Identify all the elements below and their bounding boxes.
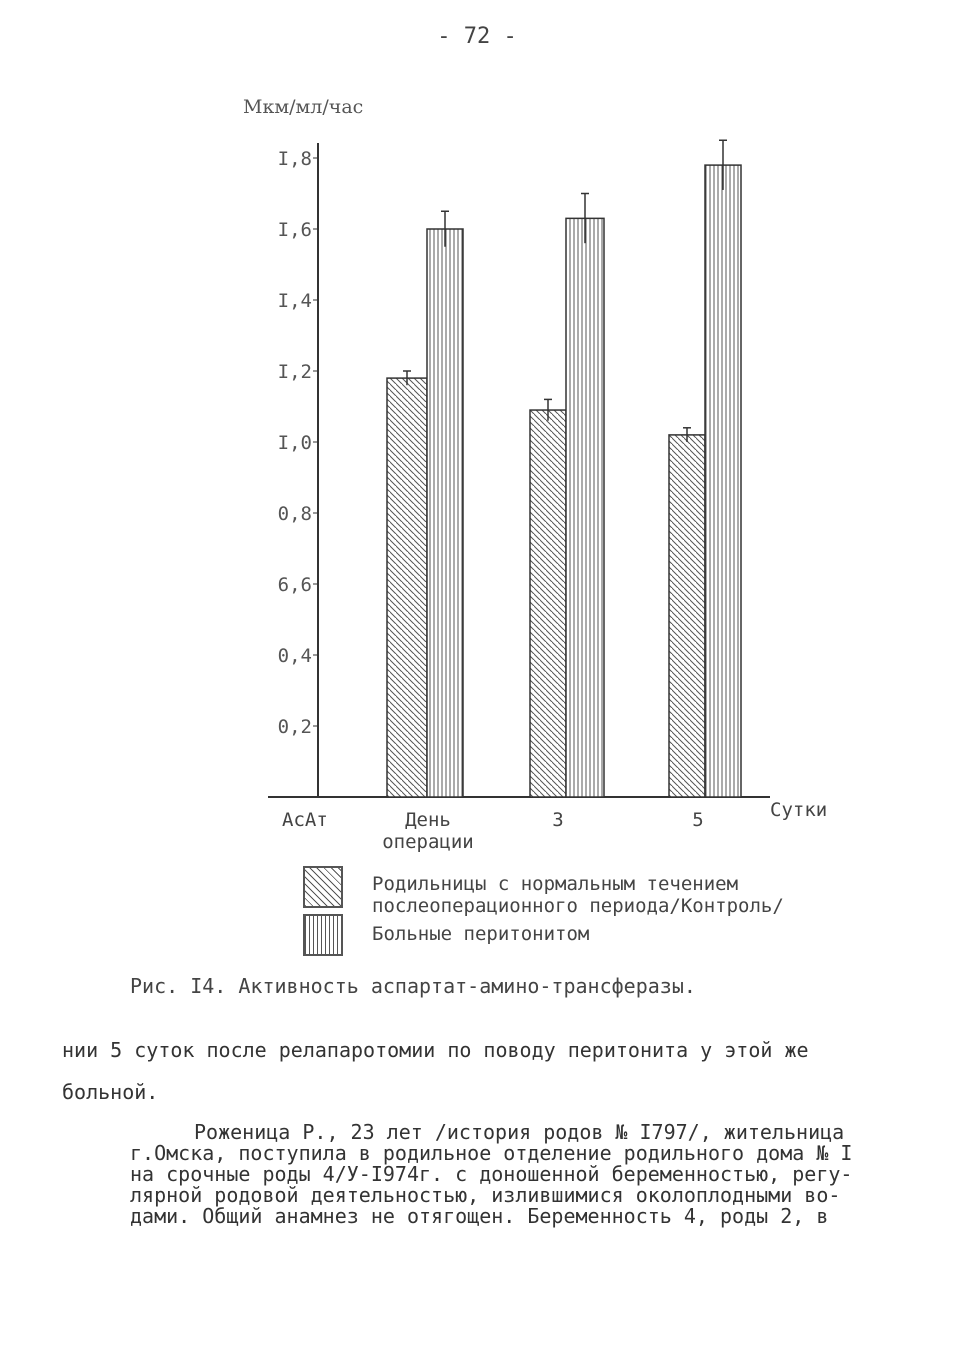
figure-caption: Рис. I4. Активность аспартат-амино-трансферазы. — [130, 974, 696, 998]
body-text-line: нии 5 суток после релапаротомии по поводу перитонита у этой же — [62, 1038, 809, 1062]
x-categories — [382, 809, 703, 853]
y-tick-label: I,0 — [277, 432, 312, 454]
y-tick-label: 0,2 — [277, 716, 312, 738]
y-axis-label: Мкм/мл/час — [243, 96, 364, 118]
bar-peritonitis — [705, 165, 741, 797]
body-text-line: больной. — [62, 1080, 159, 1104]
bar-peritonitis — [427, 229, 463, 797]
y-tick-label: I,2 — [277, 361, 312, 383]
paragraph-line: Роженица Р., 23 лет /история родов № I797/, жительница — [194, 1120, 845, 1144]
paragraph-line: лярной родовой деятельностью, излившимися околоплодными во- — [130, 1183, 841, 1207]
legend-entry-peritonitis — [372, 923, 589, 945]
legend-control-line1: Родильницы с нормальным течением — [372, 873, 739, 895]
bar-control — [530, 410, 566, 797]
bar-peritonitis — [566, 218, 604, 797]
y-tick-label: 6,6 — [277, 574, 312, 596]
y-tick-label: 0,8 — [277, 503, 312, 525]
y-tick-label: I,8 — [277, 148, 312, 170]
y-tick-label: I,4 — [277, 290, 312, 312]
legend-swatch-control — [303, 866, 343, 908]
legend-swatch-peritonitis — [303, 914, 343, 956]
y-ticks — [278, 148, 318, 738]
corner-label: АсАт — [282, 809, 328, 831]
legend-entry-control — [372, 873, 784, 917]
x-category-label: операции — [382, 831, 474, 853]
x-category-label: 5 — [692, 809, 704, 831]
y-tick-label: 0,4 — [277, 645, 312, 667]
page-number: - 72 - — [437, 24, 517, 49]
paragraph-line: дами. Общий анамнез не отягощен. Беременность 4, роды 2, в — [130, 1204, 829, 1228]
x-category-label: 3 — [552, 809, 564, 831]
bar-control — [387, 378, 427, 797]
bars — [387, 165, 741, 797]
x-axis-label: Сутки — [770, 799, 828, 821]
y-tick-label: I,6 — [277, 219, 312, 241]
x-category-label: День — [405, 809, 451, 831]
paragraph-line: г.Омска, поступила в родильное отделение родильного дома № I — [130, 1141, 853, 1165]
legend-control-line2: послеоперационного периода/Контроль/ — [372, 895, 784, 917]
legend-peritonitis-line1: Больные перитонитом — [372, 923, 590, 945]
paragraph-line: на срочные роды 4/У-I974г. с доношенной беременностью, регу- — [130, 1162, 853, 1186]
bar-control — [669, 435, 705, 797]
